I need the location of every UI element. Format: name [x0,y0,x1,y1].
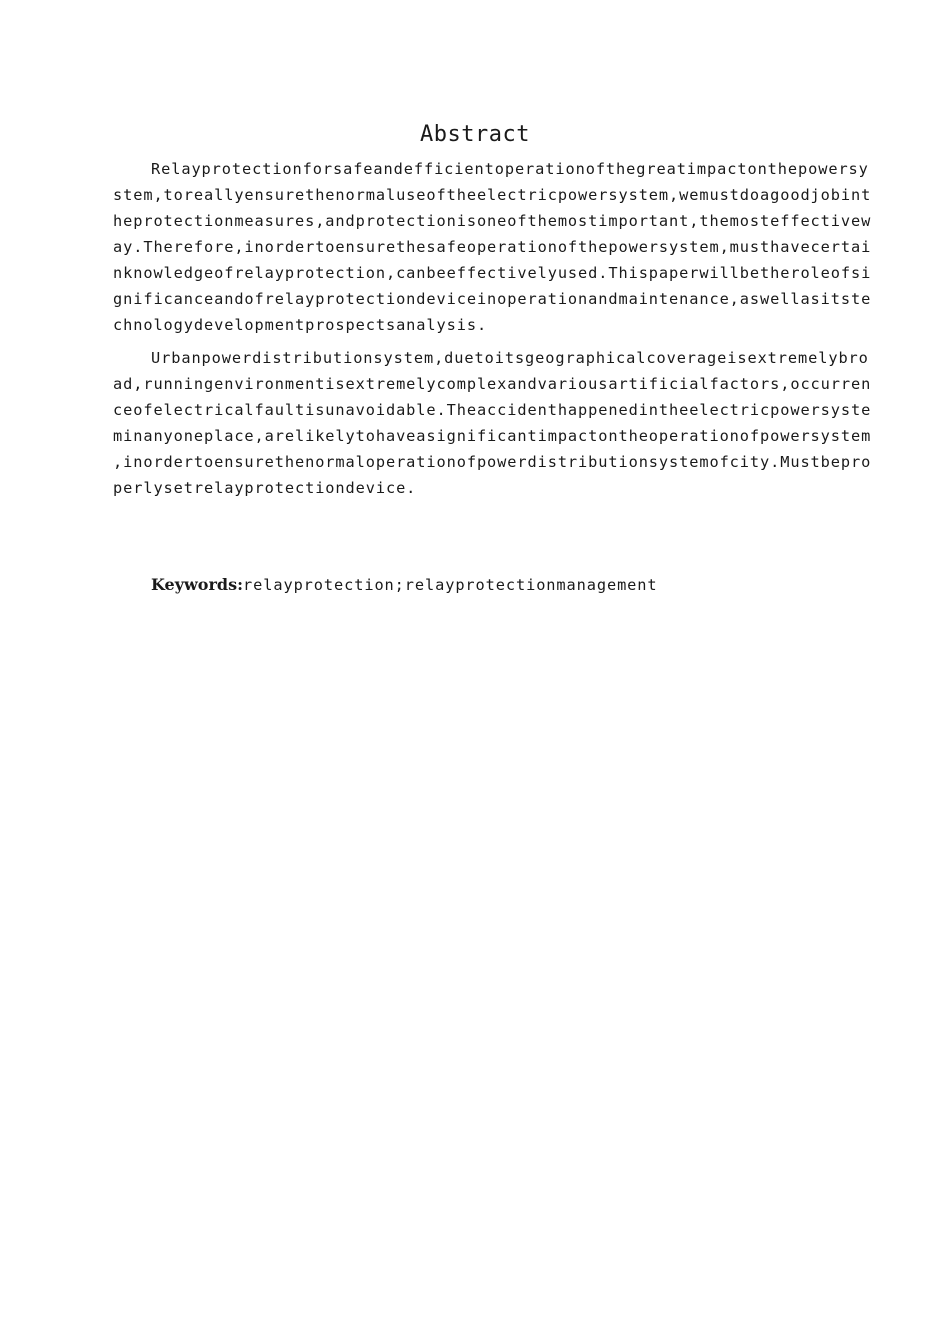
paragraph-line: nknowledgeofrelayprotection,canbeeffectivelyused.Thispaperwillbetheroleofsi [113,264,872,282]
paragraph-line: ad,runningenvironmentisextremelycomplexandvariousartificialfactors,occurren [113,375,872,393]
paragraph-line: minanyoneplace,arelikelytohaveasignificantimpactontheoperationofpowersystem [113,427,872,445]
paragraph-line: Urbanpowerdistributionsystem,duetoitsgeographicalcoverageisextremelybro [151,349,869,367]
paragraph-line: ay.Therefore,inordertoensurethesafeoperationofthepowersystem,musthavecertai [113,238,872,256]
paragraph-line: stem,toreallyensurethenormaluseoftheelectricpowersystem,wemustdoagoodjobint [113,186,872,204]
paragraph-line: gnificanceandofrelayprotectiondeviceinoperationandmaintenance,aswellasitste [113,290,872,308]
paragraph-line: ceofelectricalfaultisunavoidable.Theaccidenthappenedintheelectricpowersyste [113,401,872,419]
paragraph-line: heprotectionmeasures,andprotectionisoneofthemostimportant,themosteffectivew [113,212,872,230]
keywords-value: relayprotection;relayprotectionmanagement [243,576,658,594]
paragraph-line: chnologydevelopmentprospectsanalysis. [113,316,488,334]
keywords-line [151,575,658,595]
paragraph-line: Relayprotectionforsafeandefficientoperationofthegreatimpactonthepowersy [151,160,869,178]
abstract-title: Abstract [420,122,530,147]
paragraph-line: ,inordertoensurethenormaloperationofpowerdistributionsystemofcity.Mustbepro [113,453,872,471]
paragraph-line: perlysetrelayprotectiondevice. [113,479,417,497]
keywords-label: Keywords: [151,575,244,594]
